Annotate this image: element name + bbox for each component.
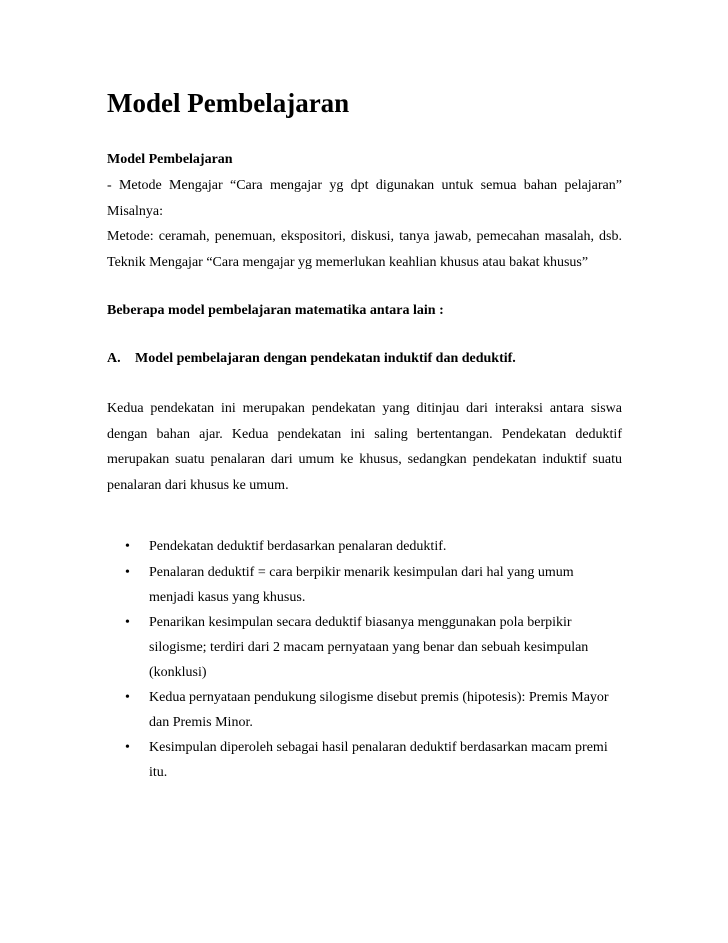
intro-line-teknik: Teknik Mengajar “Cara mengajar yg memerlukan keahlian khusus atau bakat khusus” [107, 255, 589, 270]
models-heading: Beberapa model pembelajaran matematika antara lain : [107, 303, 444, 318]
bullet-marker: • [125, 565, 130, 580]
intro-line-metode: - Metode Mengajar “Cara mengajar yg dpt digunakan untuk semua bahan pelajaran” [107, 178, 622, 193]
bullet-3-line-3: (konklusi) [149, 665, 207, 680]
paragraph-line-3: merupakan suatu penalaran dari umum ke khusus, sedangkan pendekatan induktif suatu [107, 452, 622, 467]
bullet-2-line-1: Penalaran deduktif = cara berpikir menarik kesimpulan dari hal yang umum [149, 565, 574, 580]
bullet-marker: • [125, 690, 130, 705]
bullet-3-line-1: Penarikan kesimpulan secara deduktif biasanya menggunakan pola berpikir [149, 615, 572, 630]
bullet-5-line-1: Kesimpulan diperoleh sebagai hasil penalaran deduktif berdasarkan macam premi [149, 740, 608, 755]
document-subtitle: Model Pembelajaran [107, 152, 233, 167]
bullet-4-line-1: Kedua pernyataan pendukung silogisme disebut premis (hipotesis): Premis Mayor [149, 690, 609, 705]
bullet-5-line-2: itu. [149, 765, 168, 780]
bullet-2-line-2: menjadi kasus yang khusus. [149, 590, 306, 605]
paragraph-line-2: dengan bahan ajar. Kedua pendekatan ini saling bertentangan. Pendekatan deduktif [107, 427, 622, 442]
section-a-title: Model pembelajaran dengan pendekatan induktif dan deduktif. [135, 351, 516, 366]
bullet-1-line-1: Pendekatan deduktif berdasarkan penalaran deduktif. [149, 539, 447, 554]
section-a-letter: A. [107, 351, 121, 366]
intro-line-metode-list: Metode: ceramah, penemuan, ekspositori, diskusi, tanya jawab, pemecahan masalah, dsb. [107, 229, 622, 244]
bullet-3-line-2: silogisme; terdiri dari 2 macam pernyataan yang benar dan sebuah kesimpulan [149, 640, 589, 655]
intro-line-misalnya: Misalnya: [107, 204, 163, 219]
section-a-heading [107, 350, 516, 368]
bullet-marker: • [125, 539, 130, 554]
paragraph-line-4: penalaran dari khusus ke umum. [107, 478, 289, 493]
bullet-marker: • [125, 615, 130, 630]
paragraph-line-1: Kedua pendekatan ini merupakan pendekatan yang ditinjau dari interaksi antara siswa [107, 401, 622, 416]
document-title: Model Pembelajaran [107, 88, 350, 118]
bullet-marker: • [125, 740, 130, 755]
bullet-4-line-2: dan Premis Minor. [149, 715, 253, 730]
